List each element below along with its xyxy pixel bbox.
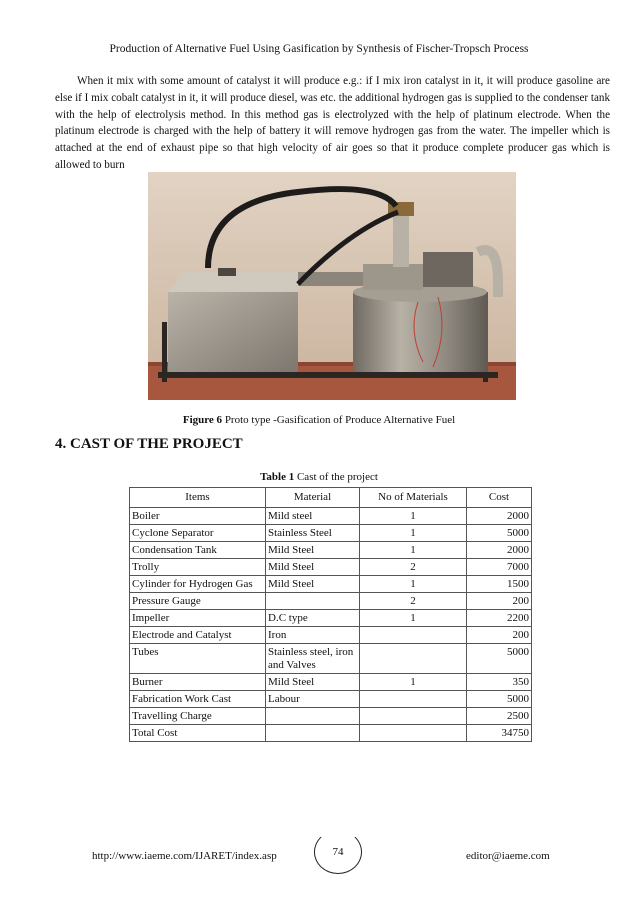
cell-item: Total Cost <box>130 725 266 742</box>
cell-cost: 1500 <box>467 576 532 593</box>
cell-cost: 200 <box>467 627 532 644</box>
cell-item: Tubes <box>130 644 266 674</box>
cell-material: D.C type <box>266 610 360 627</box>
table-caption-text: Cast of the project <box>294 471 378 483</box>
cell-cost: 7000 <box>467 559 532 576</box>
column-header-cost: Cost <box>467 488 532 508</box>
cell-count: 1 <box>360 674 467 691</box>
table-label: Table 1 <box>260 471 295 483</box>
table-row-total <box>130 725 532 742</box>
cell-cost: 350 <box>467 674 532 691</box>
cell-count: 1 <box>360 610 467 627</box>
cell-material: Mild Steel <box>266 576 360 593</box>
column-header-count: No of Materials <box>360 488 467 508</box>
cell-material: Mild steel <box>266 508 360 525</box>
cell-item: Pressure Gauge <box>130 593 266 610</box>
table-row <box>130 674 532 691</box>
table-row <box>130 559 532 576</box>
section-heading: 4. CAST OF THE PROJECT <box>55 436 243 452</box>
cell-material: Stainless Steel <box>266 525 360 542</box>
table-row <box>130 708 532 725</box>
page-number <box>314 830 362 874</box>
figure-caption <box>0 414 638 426</box>
cell-cost: 2500 <box>467 708 532 725</box>
cell-count: 1 <box>360 525 467 542</box>
cell-count <box>360 644 467 674</box>
table-row <box>130 610 532 627</box>
cell-material <box>266 593 360 610</box>
cell-count: 1 <box>360 576 467 593</box>
table-row <box>130 691 532 708</box>
table-row <box>130 593 532 610</box>
cell-count: 1 <box>360 542 467 559</box>
cell-cost: 2200 <box>467 610 532 627</box>
cell-cost: 34750 <box>467 725 532 742</box>
cell-count: 1 <box>360 508 467 525</box>
column-header-material: Material <box>266 488 360 508</box>
column-header-items: Items <box>130 488 266 508</box>
cell-material: Mild Steel <box>266 559 360 576</box>
table-row <box>130 542 532 559</box>
cell-material: Labour <box>266 691 360 708</box>
table-row <box>130 508 532 525</box>
footer-email-link[interactable]: editor@iaeme.com <box>466 850 550 862</box>
cost-table <box>129 487 532 742</box>
figure-label: Figure 6 <box>182 414 223 426</box>
cell-count <box>360 691 467 708</box>
cell-material <box>266 725 360 742</box>
table-row <box>130 644 532 674</box>
cell-count <box>360 708 467 725</box>
cell-item: Impeller <box>130 610 266 627</box>
cell-count <box>360 725 467 742</box>
cell-item: Trolly <box>130 559 266 576</box>
prototype-photo-illustration <box>148 172 516 400</box>
cell-item: Burner <box>130 674 266 691</box>
prototype-photo <box>148 172 516 400</box>
cell-item: Travelling Charge <box>130 708 266 725</box>
cell-cost: 5000 <box>467 691 532 708</box>
cell-item: Fabrication Work Cast <box>130 691 266 708</box>
cell-item: Boiler <box>130 508 266 525</box>
cell-item: Electrode and Catalyst <box>130 627 266 644</box>
cell-cost: 2000 <box>467 542 532 559</box>
cell-material: Mild Steel <box>266 542 360 559</box>
cell-cost: 5000 <box>467 644 532 674</box>
running-header: Production of Alternative Fuel Using Gasification by Synthesis of Fischer-Tropsch Process <box>109 43 529 55</box>
footer-url-link[interactable]: http://www.iaeme.com/IJARET/index.asp <box>92 850 277 862</box>
cell-item: Cyclone Separator <box>130 525 266 542</box>
cell-material <box>266 708 360 725</box>
table-header-row <box>130 488 532 508</box>
cell-cost: 200 <box>467 593 532 610</box>
cell-item: Cylinder for Hydrogen Gas <box>130 576 266 593</box>
cell-material: Iron <box>266 627 360 644</box>
table-caption <box>0 471 638 483</box>
cell-cost: 2000 <box>467 508 532 525</box>
body-paragraph: When it mix with some amount of catalyst it will produce e.g.: if I mix iron catalyst in it, it will produce gasoline are else if I mix cobalt catalyst in it, it will produce diesel, was etc. the additional hydrogen gas is supplied to the condenser tank with the help of electrolysis method. In this method gas is electrolyzed with the help of platinum electrode. When the platinum electrode is charged with the help of battery it will remove hydrogen gas from the water. The impeller which is attached at the end of exhaust pipe so that high velocity of air goes so that it produce complete producer gas which is allowed to burn <box>55 75 610 171</box>
table-row <box>130 525 532 542</box>
cell-count: 2 <box>360 593 467 610</box>
cell-count <box>360 627 467 644</box>
table-row <box>130 627 532 644</box>
cell-material: Mild Steel <box>266 674 360 691</box>
cell-cost: 5000 <box>467 525 532 542</box>
table-row <box>130 576 532 593</box>
cell-item: Condensation Tank <box>130 542 266 559</box>
figure-caption-text: Proto type -Gasification of Produce Alternative Fuel <box>222 414 456 426</box>
cell-count: 2 <box>360 559 467 576</box>
cell-material: Stainless steel, iron and Valves <box>266 644 360 674</box>
page-number-text: 74 <box>332 846 344 858</box>
